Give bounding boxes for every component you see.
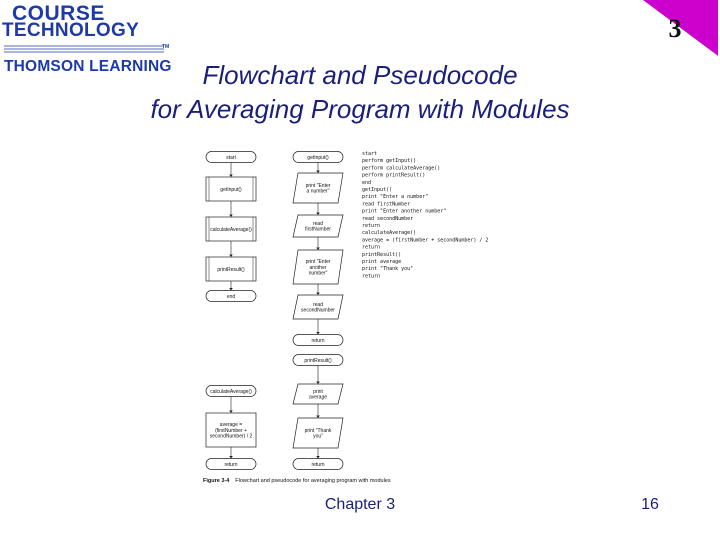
flowchart-figure [196, 143, 530, 490]
logo-trademark: TM [162, 44, 170, 50]
flowchart-symbol-text: print [313, 389, 323, 395]
arrow-head [229, 255, 233, 258]
pseudocode-line: calculateAverage() [362, 230, 417, 237]
input-flow-symbol-3 [293, 250, 343, 284]
pseudocode-line: print average [362, 259, 402, 265]
arrow-head [229, 288, 233, 291]
calc-flow-symbol-1 [206, 413, 256, 447]
flowchart-symbol-text: end [226, 293, 236, 300]
pseudocode-line: perform printResult() [362, 172, 426, 179]
main-flow-symbol-4 [206, 291, 256, 302]
footer-page-number: 16 [641, 496, 659, 513]
flowchart-symbol-text: secondNumber) / 2 [209, 433, 253, 440]
print-flow-symbol-3 [293, 459, 343, 470]
main-flow-symbol-3 [206, 257, 256, 281]
flowchart-symbol-text: average [308, 394, 328, 401]
arrow-head [316, 456, 320, 459]
arrow-head [229, 456, 233, 459]
flowchart-symbol-text: secondNumber [301, 307, 335, 314]
input-flow-symbol-5 [293, 335, 343, 346]
arrow-head [316, 171, 320, 174]
pseudocode-line: return [362, 244, 381, 251]
pseudocode-line: print "Enter a number" [362, 194, 429, 201]
slide-title-line2: for Averaging Program with Modules [150, 94, 570, 124]
input-flow-symbol-0 [293, 152, 343, 163]
arrow-head [316, 293, 320, 296]
flowchart-symbol-text: calculateAverage() [210, 388, 252, 395]
main-flow-symbol-0 [206, 152, 256, 163]
flowchart-symbol-text: number" [308, 270, 328, 277]
flowchart-symbol-text: print "Thank [304, 428, 332, 434]
arrow-head [316, 416, 320, 419]
figure-caption [203, 478, 391, 484]
flowchart-symbol-text: printResult() [217, 266, 245, 273]
input-flow-symbol-2 [293, 215, 343, 237]
slide-title-line1: Flowchart and Pseudocode [202, 60, 518, 90]
arrow-head [229, 175, 233, 178]
flowchart-symbol-text: getInput() [307, 154, 329, 161]
arrow-head [316, 332, 320, 335]
flowchart-symbol-text: (firstNumber + [215, 427, 247, 434]
arrow-head [229, 411, 233, 414]
flowchart-symbol-text: a number" [306, 188, 330, 195]
pseudocode-line: print "Thank you" [362, 266, 414, 273]
flowchart-symbol-text: return [224, 461, 238, 468]
flowchart-symbol-text: start [226, 154, 236, 161]
flowchart-symbol-text: getInput() [220, 186, 242, 193]
flowchart-symbol-text: read [312, 302, 324, 308]
footer-chapter: Chapter 3 [324, 496, 396, 513]
pseudocode-line: return [362, 223, 381, 229]
pseudocode-line: return [362, 273, 381, 280]
arrow-head [229, 215, 233, 218]
figure-caption-label: Figure 3-4 [203, 478, 230, 484]
flowchart-symbol-text: you" [313, 433, 323, 440]
pseudocode-line: perform calculateAverage() [362, 165, 441, 172]
main-flow-symbol-1 [206, 177, 256, 201]
arrow-head [316, 248, 320, 251]
input-flow-symbol-1 [293, 173, 343, 203]
calc-flow-symbol-2 [206, 459, 256, 470]
flowchart-symbol-text: return [311, 461, 325, 468]
flowchart-symbol-text: average = [219, 422, 243, 429]
arrow-head [316, 213, 320, 216]
input-flow-symbol-4 [293, 295, 343, 319]
main-flow-symbol-2 [206, 217, 256, 241]
flowchart-symbol-text: firstNumber [305, 226, 331, 233]
pseudocode-line: printResult() [362, 251, 402, 258]
flowchart-symbol-text: return [311, 337, 325, 344]
logo-thomson-learning-text: THOMSON LEARNING [4, 58, 172, 75]
print-flow-symbol-2 [293, 418, 343, 448]
logo-technology-text: TECHNOLOGY [2, 20, 140, 41]
flowchart-symbol-text: calculateAverage() [210, 226, 252, 233]
arrow-head [316, 382, 320, 385]
pseudocode-line: print "Enter another number" [362, 208, 447, 215]
flowchart-symbol-text: read [312, 221, 324, 227]
print-flow-symbol-0 [293, 355, 343, 366]
pseudocode-line: read secondNumber [362, 215, 414, 222]
figure-caption-text: Flowchart and pseudocode for averaging program with modules [235, 478, 391, 484]
pseudocode-line: perform getInput() [362, 158, 417, 165]
pseudocode-line: read firstNumber [362, 201, 411, 208]
flowchart-symbol-text: another [309, 264, 327, 271]
pseudocode-line: getInput() [362, 187, 393, 193]
flowchart-symbol-text: print "Enter [305, 183, 331, 189]
logo-swoosh-lines [4, 44, 164, 54]
logo-course-text: COURSE [12, 2, 105, 25]
chapter-badge-number: 3 [668, 14, 682, 43]
flowchart-symbol-text: print "Enter [305, 259, 331, 266]
print-flow-symbol-1 [293, 384, 343, 404]
pseudocode-line: start [362, 151, 378, 157]
calc-flow-symbol-0 [206, 386, 256, 397]
flowchart-symbol-text: printResult() [304, 357, 332, 364]
pseudocode-line: average = (firstNumber + secondNumber) / 2 [362, 237, 489, 244]
pseudocode-line: end [362, 179, 372, 186]
